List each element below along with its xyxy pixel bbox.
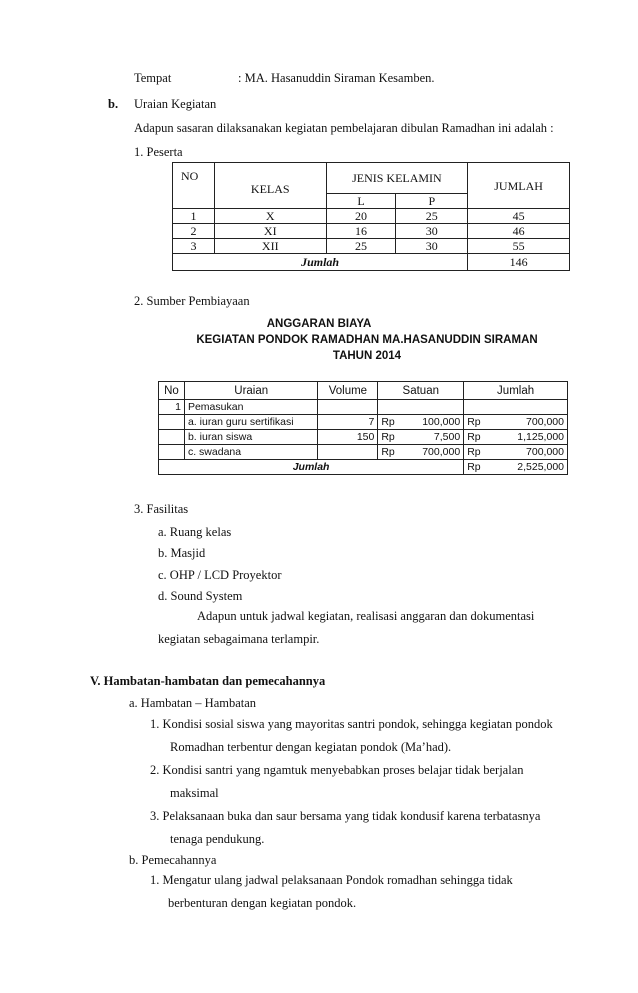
cell-kelas: XI [214,224,326,239]
peserta-table [172,162,570,271]
cell-jumlah: 55 [468,239,570,254]
cell-l: 25 [326,239,396,254]
header-l: L [326,194,396,209]
hambatan-item-line: 2. Kondisi santri yang ngamtuk menyebabkan proses belajar tidak berjalan [150,763,524,777]
cell-volume [318,445,378,460]
cell-uraian: a. iuran guru sertifikasi [184,415,317,430]
cell-no: 3 [173,239,215,254]
budget-title-2: KEGIATAN PONDOK RAMADHAN MA.HASANUDDIN SIRAMAN [196,334,538,346]
total-rp: Rp [464,460,494,475]
hambatan-item-line: 1. Kondisi sosial siswa yang mayoritas santri pondok, sehingga kegiatan pondok [150,717,553,731]
cell-volume [318,400,378,415]
cell-uraian: b. iuran siswa [184,430,317,445]
budget-header-row [159,382,568,400]
cell-kelas: XII [214,239,326,254]
total-label: Jumlah [159,460,464,475]
header-uraian: Uraian [184,382,317,400]
section-v-title: V. Hambatan-hambatan dan pemecahannya [90,674,326,688]
total-row [159,460,568,475]
cell-rp [378,400,402,415]
section-b-title: Uraian Kegiatan [134,97,217,111]
total-label: Jumlah [173,254,468,271]
header-p: P [396,194,468,209]
hambatan-item-line: 3. Pelaksanaan buka dan saur bersama yang tidak kondusif karena terbatasnya [150,809,541,823]
cell-kelas: X [214,209,326,224]
cell-no [159,430,185,445]
cell-rp: Rp [378,430,402,445]
tempat-label: Tempat [134,71,172,85]
cell-volume: 150 [318,430,378,445]
cell-p: 25 [396,209,468,224]
header-kelas: KELAS [214,163,326,209]
header-jumlah: Jumlah [464,382,568,400]
hambatan-heading: a. Hambatan – Hambatan [129,696,257,710]
tempat-value: : MA. Hasanuddin Siraman Kesamben. [238,71,435,85]
pemecahan-item-line: 1. Mengatur ulang jadwal pelaksanaan Pondok romadhan sehingga tidak [150,873,513,887]
cell-l: 20 [326,209,396,224]
cell-jumlah: 45 [468,209,570,224]
cell-p: 30 [396,239,468,254]
table-row [159,415,568,430]
budget-title-1: ANGGARAN BIAYA [266,318,372,330]
hambatan-item-line: tenaga pendukung. [170,832,265,846]
cell-l: 16 [326,224,396,239]
cell-rp: Rp [378,445,402,460]
header-no: NO [173,163,215,209]
cell-no [159,415,185,430]
cell-rp [464,400,494,415]
cell-rp: Rp [464,445,494,460]
cell-rp: Rp [464,415,494,430]
cell-satuan: 700,000 [402,445,464,460]
table-row [173,209,570,224]
cell-no [159,445,185,460]
table-row [173,239,570,254]
cell-jumlah: 46 [468,224,570,239]
cell-uraian: c. swadana [184,445,317,460]
header-volume: Volume [318,382,378,400]
cell-jumlah: 700,000 [494,415,568,430]
header-satuan: Satuan [378,382,464,400]
fasilitas-heading: 3. Fasilitas [134,502,189,516]
cell-volume: 7 [318,415,378,430]
budget-title-3: TAHUN 2014 [332,350,402,362]
cell-rp: Rp [464,430,494,445]
budget-table [158,381,568,475]
pemecahan-heading: b. Pemecahannya [129,853,217,867]
hambatan-item-line: Romadhan terbentur dengan kegiatan pondok (Ma’had). [170,740,452,754]
fasilitas-item: b. Masjid [158,546,206,560]
fasilitas-closing-1: Adapun untuk jadwal kegiatan, realisasi anggaran dan dokumentasi [197,609,535,623]
cell-p: 30 [396,224,468,239]
cell-no: 1 [173,209,215,224]
table-row [159,445,568,460]
table-row [159,400,568,415]
header-jenis-kelamin: JENIS KELAMIN [326,163,468,194]
peserta-header-row [173,163,570,194]
sumber-heading: 2. Sumber Pembiayaan [134,294,250,308]
section-b-intro: Adapun sasaran dilaksanakan kegiatan pembelajaran dibulan Ramadhan ini adalah : [134,121,554,135]
hambatan-item-line: maksimal [170,786,219,800]
cell-satuan: 100,000 [402,415,464,430]
peserta-heading: 1. Peserta [134,145,183,159]
section-b-marker: b. [108,97,119,111]
fasilitas-item: a. Ruang kelas [158,525,232,539]
fasilitas-closing-2: kegiatan sebagaimana terlampir. [158,632,320,646]
header-jumlah: JUMLAH [468,163,570,209]
table-row [159,430,568,445]
cell-satuan: 7,500 [402,430,464,445]
table-row [173,224,570,239]
pemecahan-item-line: berbenturan dengan kegiatan pondok. [168,896,357,910]
header-no: No [159,382,185,400]
fasilitas-item: d. Sound System [158,589,243,603]
cell-no: 2 [173,224,215,239]
fasilitas-item: c. OHP / LCD Proyektor [158,568,282,582]
total-value: 146 [468,254,570,271]
cell-jumlah: 1,125,000 [494,430,568,445]
cell-uraian: Pemasukan [184,400,317,415]
cell-jumlah: 700,000 [494,445,568,460]
total-value: 2,525,000 [494,460,568,475]
total-row [173,254,570,271]
cell-satuan [402,400,464,415]
cell-no: 1 [159,400,185,415]
cell-rp: Rp [378,415,402,430]
cell-jumlah [494,400,568,415]
